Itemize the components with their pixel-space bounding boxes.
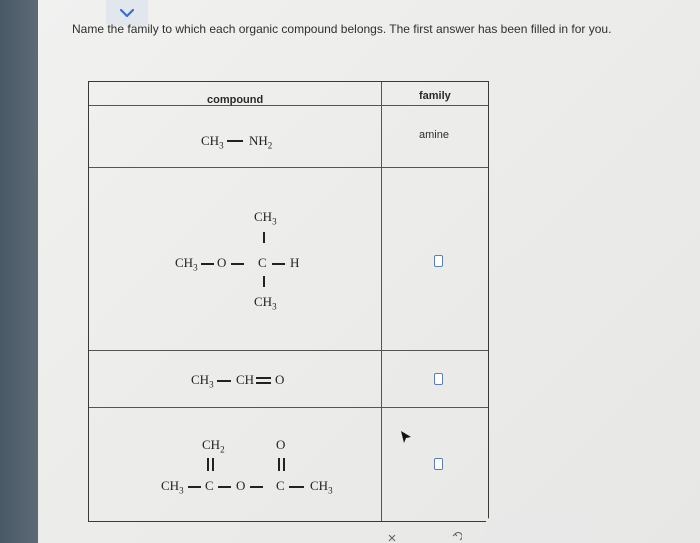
header-compound: compound: [207, 94, 264, 106]
undo-icon[interactable]: [452, 532, 462, 542]
nh2-group: $NH_2$: [249, 133, 273, 151]
vertical-bond-bottom: [263, 276, 265, 287]
close-icon[interactable]: [388, 534, 396, 542]
single-bond: [289, 486, 304, 488]
row-divider: [89, 167, 488, 168]
ch3-left: $CH_3$: [161, 478, 184, 496]
chevron-down-icon: [120, 9, 134, 18]
oxygen-top: O: [276, 437, 286, 452]
single-bond: [188, 486, 201, 488]
answer-box-icon[interactable]: [434, 255, 443, 267]
ch3-bottom: $CH_3$: [254, 294, 277, 312]
cursor-icon: [400, 430, 412, 444]
ch3-group: CH: [201, 133, 220, 148]
column-divider: [381, 82, 382, 521]
double-bond-lower: [256, 382, 271, 384]
ch3-top: $CH_3$: [254, 209, 277, 227]
single-bond: [218, 486, 231, 488]
ch3-right: $CH_3$: [310, 478, 333, 496]
oxygen-atom: O: [275, 372, 285, 387]
header-divider: [89, 105, 488, 106]
single-bond: [231, 263, 244, 265]
carbon-atom: C: [205, 478, 214, 493]
answer-box-icon[interactable]: [434, 458, 443, 470]
double-bond-upper: [256, 377, 271, 379]
carbon-atom: C: [258, 255, 267, 270]
row-divider: [89, 407, 488, 408]
single-bond: [217, 380, 231, 382]
family-answer-row1: amine: [419, 129, 449, 141]
double-bond-left-b: [212, 458, 214, 471]
answer-box-icon[interactable]: [434, 373, 443, 385]
question-prompt: Name the family to which each organic compound belongs. The first answer has been filled in for you.: [72, 22, 612, 36]
double-bond-left-a: [207, 458, 209, 471]
ch-group: CH: [236, 372, 255, 387]
single-bond: [272, 263, 285, 265]
hydrogen-atom: H: [290, 255, 300, 270]
carbonyl-carbon: C: [276, 478, 285, 493]
compound-methylamine: $CH_3$: [201, 133, 224, 151]
single-bond: [250, 486, 263, 488]
oxygen-atom: O: [236, 478, 246, 493]
ch3-group: $CH_3$: [191, 372, 214, 390]
row-divider: [89, 350, 488, 351]
ch3-left: $CH_3$: [175, 255, 198, 273]
header-family: family: [419, 90, 451, 102]
double-bond-right-a: [278, 458, 280, 471]
oxygen-atom: O: [217, 255, 227, 270]
compound-family-table: [88, 81, 489, 522]
single-bond: [227, 140, 243, 142]
bottom-toolbar: [486, 518, 596, 543]
vertical-bond-top: [263, 232, 265, 243]
left-edge: [0, 0, 42, 543]
single-bond: [201, 263, 214, 265]
double-bond-right-b: [283, 458, 285, 471]
ch2-top: $CH_2$: [202, 437, 225, 455]
